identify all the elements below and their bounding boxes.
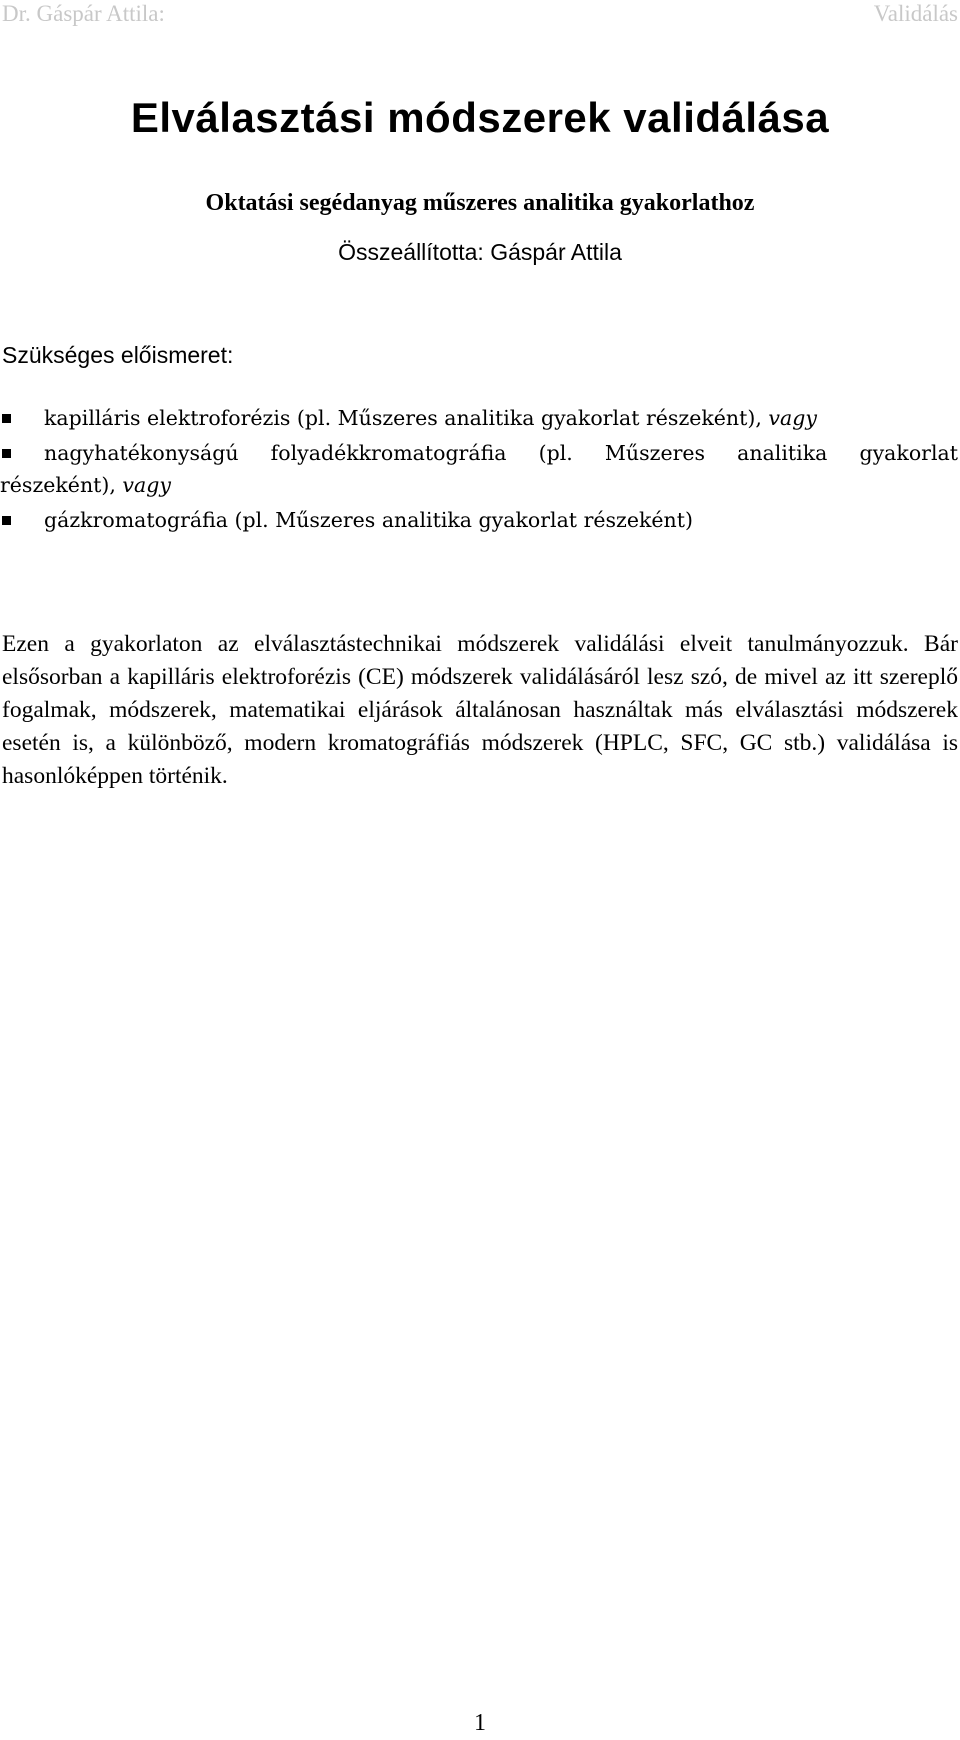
list-item bbox=[0, 402, 958, 434]
list-item-text: kapilláris elektroforézis (pl. Műszeres analitika gyakorlat részeként), bbox=[44, 406, 769, 430]
square-bullet-icon bbox=[2, 414, 11, 423]
prerequisites-heading: Szükséges előismeret: bbox=[2, 342, 234, 368]
list-item-text: gázkromatográfia (pl. Műszeres analitika gyakorlat részeként) bbox=[44, 508, 693, 532]
document-subtitle: Oktatási segédanyag műszeres analitika gyakorlathoz bbox=[205, 190, 755, 216]
list-item bbox=[0, 504, 958, 536]
list-item-emphasis: vagy bbox=[122, 473, 171, 497]
header-topic: Validálás bbox=[873, 1, 958, 26]
square-bullet-icon bbox=[2, 516, 11, 525]
list-item bbox=[0, 437, 958, 501]
header-author: Dr. Gáspár Attila: bbox=[2, 1, 165, 26]
compiled-by-line: Összeállította: Gáspár Attila bbox=[338, 239, 622, 265]
running-header bbox=[0, 0, 960, 30]
list-item-text: részeként), bbox=[0, 473, 123, 497]
page-number: 1 bbox=[474, 1710, 486, 1736]
list-item-emphasis: vagy bbox=[768, 406, 817, 430]
square-bullet-icon bbox=[2, 449, 11, 458]
prerequisites-list bbox=[0, 402, 958, 539]
page-title: Elválasztási módszerek validálása bbox=[130, 94, 830, 141]
intro-paragraph: Ezen a gyakorlaton az elválasztástechnikai módszerek validálási elveit tanulmányozzuk. Bár elsősorban a kapilláris elektroforézis (CE) módszerek validálásáról lesz szó, de mivel az itt szereplő fogalmak, módszerek, matematikai eljárások általánosan használtak más elválasztási módszerek esetén is, a különböző, modern kromatográfiás módszerek (HPLC, SFC, GC stb.) validálása is hasonlóképpen történik. bbox=[2, 631, 958, 789]
list-item-text-line: nagyhatékonyságú folyadékkromatográfia (pl. Műszeres analitika gyakorlat bbox=[44, 441, 958, 465]
